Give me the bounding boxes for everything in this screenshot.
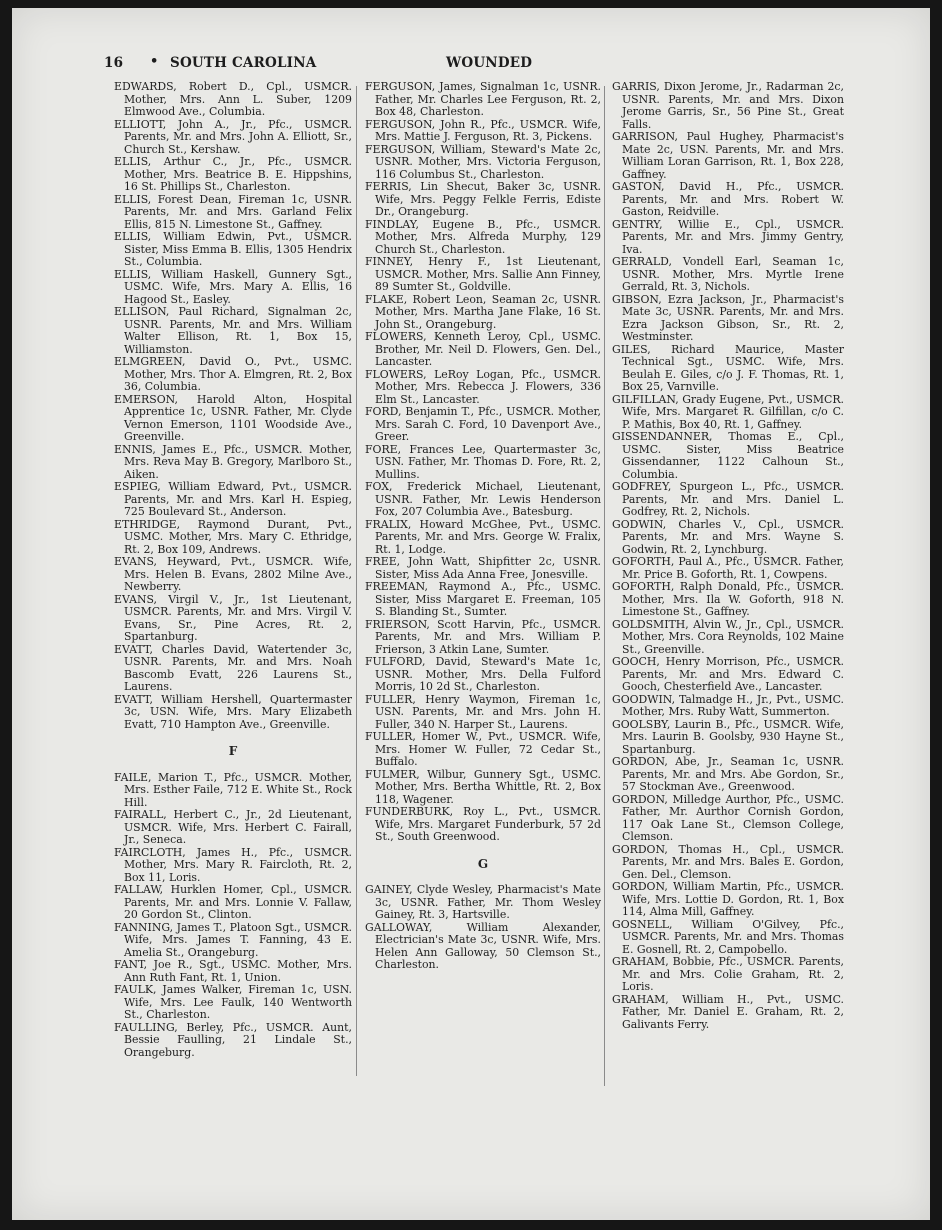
column-2 <box>365 81 601 972</box>
casualty-entry: GARRISON, Paul Hughey, Pharmacist's Mate 2c, USN. Parents, Mr. and Mrs. William Loran Garrison, Rt. 1, Box 228, Gaffney. <box>612 130 844 181</box>
casualty-entry: GERRALD, Vondell Earl, Seaman 1c, USNR. Mother, Mrs. Myrtle Irene Gerrald, Rt. 3, Nichols. <box>612 255 844 293</box>
letter-heading-g: G <box>477 856 489 871</box>
casualty-entry: GRAHAM, William H., Pvt., USMC. Father, Mr. Daniel E. Graham, Rt. 2, Galivants Ferry. <box>612 992 844 1031</box>
casualty-entry: FINDLAY, Eugene B., Pfc., USMCR. Mother, Mrs. Alfreda Murphy, 129 Church St., Charleston. <box>365 217 601 256</box>
casualty-entry: FANNING, James T., Platoon Sgt., USMCR. Wife, Mrs. James T. Fanning, 43 E. Amelia St., Orangeburg. <box>114 920 352 959</box>
casualty-entry: FUNDERBURK, Roy L., Pvt., USMCR. Wife, Mrs. Margaret Funderburk, 57 2d St., South Greenwood. <box>365 805 601 843</box>
page-header <box>104 55 854 75</box>
casualty-entry: FAILE, Marion T., Pfc., USMCR. Mother, Mrs. Esther Faile, 712 E. White St., Rock Hill. <box>114 770 352 809</box>
casualty-entry: FRALIX, Howard McGhee, Pvt., USMC. Parents, Mr. and Mrs. George W. Fralix, Rt. 1, Lodge. <box>365 517 601 556</box>
casualty-entry: GRAHAM, Bobbie, Pfc., USMCR. Parents, Mr. and Mrs. Colie Graham, Rt. 2, Loris. <box>612 955 844 993</box>
casualty-entry: FORD, Benjamin T., Pfc., USMCR. Mother, Mrs. Sarah C. Ford, 10 Davenport Ave., Greer. <box>365 405 601 443</box>
casualty-entry: GASTON, David H., Pfc., USMCR. Parents, Mr. and Mrs. Robert W. Gaston, Reidville. <box>612 180 844 218</box>
casualty-entry: ELLIOTT, John A., Jr., Pfc., USMCR. Parents, Mr. and Mrs. John A. Elliott, Sr., Church St., Kershaw. <box>114 117 352 156</box>
casualty-entry: FALLAW, Hurklen Homer, Cpl., USMCR. Parents, Mr. and Mrs. Lonnie V. Fallaw, 20 Gordon St., Clinton. <box>114 883 352 921</box>
letter-heading-f: F <box>228 744 238 758</box>
casualty-entry: GOODWIN, Talmadge H., Jr., Pvt., USMC. Mother, Mrs. Ruby Watt, Summerton. <box>612 692 844 718</box>
casualty-entry: FULMER, Wilbur, Gunnery Sgt., USMC. Mother, Mrs. Bertha Whittle, Rt. 2, Box 118, Wagener. <box>365 767 601 806</box>
casualty-entry: FANT, Joe R., Sgt., USMC. Mother, Mrs. Ann Ruth Fant, Rt. 1, Union. <box>114 958 352 984</box>
casualty-entry: FAULK, James Walker, Fireman 1c, USN. Wife, Mrs. Lee Faulk, 140 Wentworth St., Charleston. <box>114 983 352 1021</box>
casualty-entry: FLOWERS, Kenneth Leroy, Cpl., USMC. Brother, Mr. Neil D. Flowers, Gen. Del., Lancaster. <box>365 330 601 368</box>
casualty-entry: ELLIS, Forest Dean, Fireman 1c, USNR. Parents, Mr. and Mrs. Garland Felix Ellis, 815 N. Limestone St., Gaffney. <box>114 192 352 231</box>
casualty-entry: GORDON, William Martin, Pfc., USMCR. Wife, Mrs. Lottie D. Gordon, Rt. 1, Box 114, Alma Mill, Gaffney. <box>612 880 844 918</box>
casualty-entry: FULLER, Homer W., Pvt., USMCR. Wife, Mrs. Homer W. Fuller, 72 Cedar St., Buffalo. <box>365 730 601 768</box>
casualty-entry: ESPIEG, William Edward, Pvt., USMCR. Parents, Mr. and Mrs. Karl H. Espieg, 725 Boulevard St., Anderson. <box>114 480 352 518</box>
casualty-entry: GORDON, Milledge Aurthor, Pfc., USMC. Father, Mr. Aurthor Cornish Gordon, 117 Oak Lane St., Clemson College, Clemson. <box>612 792 844 843</box>
casualty-entry: FULLER, Henry Waymon, Fireman 1c, USN. Parents, Mr. and Mrs. John H. Fuller, 340 N. Harper St., Laurens. <box>365 692 601 731</box>
casualty-entry: FOX, Frederick Michael, Lieutenant, USNR. Father, Mr. Lewis Henderson Fox, 207 Columbia Ave., Batesburg. <box>365 480 601 518</box>
casualty-entry: EVATT, Charles David, Watertender 3c, USNR. Parents, Mr. and Mrs. Noah Bascomb Evatt, 226 Laurens St., Laurens. <box>114 642 352 693</box>
casualty-entry: ENNIS, James E., Pfc., USMCR. Mother, Mrs. Reva May B. Gregory, Marlboro St., Aiken. <box>114 442 352 481</box>
page-number: 16 <box>104 55 124 71</box>
casualty-entry: EDWARDS, Robert D., Cpl., USMCR. Mother, Mrs. Ann L. Suber, 1209 Elmwood Ave., Columbia. <box>114 80 352 118</box>
casualty-entry: FREEMAN, Raymond A., Pfc., USMC. Sister, Miss Margaret E. Freeman, 105 S. Blanding St., Sumter. <box>365 580 601 618</box>
casualty-entry: FLOWERS, LeRoy Logan, Pfc., USMCR. Mother, Mrs. Rebecca J. Flowers, 336 Elm St., Lancaster. <box>365 367 601 406</box>
casualty-entry: FERGUSON, James, Signalman 1c, USNR. Father, Mr. Charles Lee Ferguson, Rt. 2, Box 48, Charleston. <box>365 80 601 118</box>
casualty-entry: GOSNELL, William O'Gilvey, Pfc., USMCR. Parents, Mr. and Mrs. Thomas E. Gosnell, Rt. 2, Campobello. <box>612 917 844 956</box>
casualty-entry: GODFREY, Spurgeon L., Pfc., USMCR. Parents, Mr. and Mrs. Daniel L. Godfrey, Rt. 2, Nichols. <box>612 480 844 518</box>
casualty-entry: GOOLSBY, Laurin B., Pfc., USMCR. Wife, Mrs. Laurin B. Goolsby, 930 Hayne St., Spartanburg. <box>612 717 844 756</box>
casualty-entry: GOFORTH, Ralph Donald, Pfc., USMCR. Mother, Mrs. Ila W. Goforth, 918 N. Limestone St., Gaffney. <box>612 580 844 618</box>
casualty-entry: GAINEY, Clyde Wesley, Pharmacist's Mate 3c, USNR. Father, Mr. Thom Wesley Gainey, Rt. 3, Hartsville. <box>365 883 601 921</box>
casualty-entry: FLAKE, Robert Leon, Seaman 2c, USNR. Mother, Mrs. Martha Jane Flake, 16 St. John St., Orangeburg. <box>365 292 601 331</box>
casualty-entry: ELLISON, Paul Richard, Signalman 2c, USNR. Parents, Mr. and Mrs. William Walter Ellison, Rt. 1, Box 15, Williamston. <box>114 305 352 356</box>
casualty-entry: ETHRIDGE, Raymond Durant, Pvt., USMC. Mother, Mrs. Mary C. Ethridge, Rt. 2, Box 109, Andrews. <box>114 517 352 556</box>
casualty-entry: GISSENDANNER, Thomas E., Cpl., USMC. Sister, Miss Beatrice Gissendanner, 1122 Calhoun St., Columbia. <box>612 430 844 481</box>
casualty-entry: GARRIS, Dixon Jerome, Jr., Radarman 2c, USNR. Parents, Mr. and Mrs. Dixon Jerome Garris, Sr., 56 Pine St., Great Falls. <box>612 80 844 131</box>
casualty-entry: ELLIS, William Haskell, Gunnery Sgt., USMC. Wife, Mrs. Mary A. Ellis, 16 Hagood St., Easley. <box>114 267 352 306</box>
casualty-entry: ELMGREEN, David O., Pvt., USMC. Mother, Mrs. Thor A. Elmgren, Rt. 2, Box 36, Columbia. <box>114 355 353 393</box>
casualty-entry: FERGUSON, William, Steward's Mate 2c, USNR. Mother, Mrs. Victoria Ferguson, 116 Columbus St., Charleston. <box>365 142 601 181</box>
casualty-entry: GOLDSMITH, Alvin W., Jr., Cpl., USMCR. Mother, Mrs. Cora Reynolds, 102 Maine St., Greenville. <box>612 617 844 656</box>
casualty-entry: EVATT, William Hershell, Quartermaster 3c, USN. Wife, Mrs. Mary Elizabeth Evatt, 710 Hampton Ave., Greenville. <box>114 692 352 731</box>
casualty-entry: GENTRY, Willie E., Cpl., USMCR. Parents, Mr. and Mrs. Jimmy Gentry, Iva. <box>612 217 844 256</box>
casualty-entry: GORDON, Thomas H., Cpl., USMCR. Parents, Mr. and Mrs. Bales E. Gordon, Gen. Del., Clemson. <box>612 842 844 881</box>
state-title: SOUTH CAROLINA <box>170 55 317 71</box>
casualty-entry: GOFORTH, Paul A., Pfc., USMCR. Father, Mr. Price B. Goforth, Rt. 1, Cowpens. <box>612 555 844 581</box>
casualty-entry: GILES, Richard Maurice, Master Technical Sgt., USMC. Wife, Mrs. Beulah E. Giles, c/o J. F. Thomas, Rt. 1, Box 25, Varnville. <box>612 342 844 393</box>
casualty-entry: FREE, John Watt, Shipfitter 2c, USNR. Sister, Miss Ada Anna Free, Jonesville. <box>365 555 601 581</box>
column-divider <box>356 86 357 1076</box>
casualty-entry: GODWIN, Charles V., Cpl., USMCR. Parents, Mr. and Mrs. Wayne S. Godwin, Rt. 2, Lynchburg. <box>612 517 844 556</box>
casualty-entry: FINNEY, Henry F., 1st Lieutenant, USMCR. Mother, Mrs. Sallie Ann Finney, 89 Sumter St., Goldville. <box>365 255 601 293</box>
casualty-entry: GALLOWAY, William Alexander, Electrician's Mate 3c, USNR. Wife, Mrs. Helen Ann Galloway, 50 Clemson St., Charleston. <box>365 920 601 971</box>
casualty-entry: EVANS, Virgil V., Jr., 1st Lieutenant, USMCR. Parents, Mr. and Mrs. Virgil V. Evans, Sr., Pine Acres, Rt. 2, Spartanburg. <box>114 592 352 643</box>
column-3 <box>612 81 844 1031</box>
column-1 <box>114 81 352 1059</box>
casualty-entry: FAIRALL, Herbert C., Jr., 2d Lieutenant, USMCR. Wife, Mrs. Herbert C. Fairall, Jr., Seneca. <box>114 808 352 846</box>
casualty-entry: FAULLING, Berley, Pfc., USMCR. Aunt, Bessie Faulling, 21 Lindale St., Orangeburg. <box>114 1020 352 1059</box>
column-divider <box>604 86 605 1086</box>
casualty-entry: FRIERSON, Scott Harvin, Pfc., USMCR. Parents, Mr. and Mrs. William P. Frierson, 3 Atkin Lane, Sumter. <box>365 617 601 656</box>
casualty-entry: GIBSON, Ezra Jackson, Jr., Pharmacist's Mate 3c, USNR. Parents, Mr. and Mrs. Ezra Jackson Gibson, Sr., Rt. 2, Westminster. <box>612 292 844 343</box>
casualty-entry: FAIRCLOTH, James H., Pfc., USMCR. Mother, Mrs. Mary R. Faircloth, Rt. 2, Box 11, Loris. <box>114 845 352 884</box>
casualty-entry: EMERSON, Harold Alton, Hospital Apprentice 1c, USNR. Father, Mr. Clyde Vernon Emerson, 1101 Woodside Ave., Greenville. <box>114 392 352 443</box>
casualty-entry: EVANS, Heyward, Pvt., USMCR. Wife, Mrs. Helen B. Evans, 2802 Milne Ave., Newberry. <box>114 555 352 593</box>
casualty-entry: GILFILLAN, Grady Eugene, Pvt., USMCR. Wife, Mrs. Margaret R. Gilfillan, c/o C. P. Mathis, Box 40, Rt. 1, Gaffney. <box>612 392 844 431</box>
casualty-entry: ELLIS, Arthur C., Jr., Pfc., USMCR. Mother, Mrs. Beatrice B. E. Hippshins, 16 St. Phillips St., Charleston. <box>114 155 352 193</box>
casualty-entry: GOOCH, Henry Morrison, Pfc., USMCR. Parents, Mr. and Mrs. Edward C. Gooch, Chesterfield Ave., Lancaster. <box>612 655 844 693</box>
section-title: WOUNDED <box>446 55 533 71</box>
casualty-entry: ELLIS, William Edwin, Pvt., USMCR. Sister, Miss Emma B. Ellis, 1305 Hendrix St., Columbia. <box>114 230 352 268</box>
casualty-entry: FULFORD, David, Steward's Mate 1c, USNR. Mother, Mrs. Della Fulford Morris, 10 2d St., Charleston. <box>365 655 601 693</box>
casualty-entry: GORDON, Abe, Jr., Seaman 1c, USNR. Parents, Mr. and Mrs. Abe Gordon, Sr., 57 Stockman Ave., Greenwood. <box>612 755 844 793</box>
casualty-entry: FERRIS, Lin Shecut, Baker 3c, USNR. Wife, Mrs. Peggy Felkle Ferris, Ediste Dr., Orangeburg. <box>365 180 601 218</box>
bullet: • <box>150 54 159 69</box>
casualty-entry: FORE, Frances Lee, Quartermaster 3c, USN. Father, Mr. Thomas D. Fore, Rt. 2, Mullins. <box>365 442 601 481</box>
casualty-entry: FERGUSON, John R., Pfc., USMCR. Wife, Mrs. Mattie J. Ferguson, Rt. 3, Pickens. <box>365 117 601 143</box>
